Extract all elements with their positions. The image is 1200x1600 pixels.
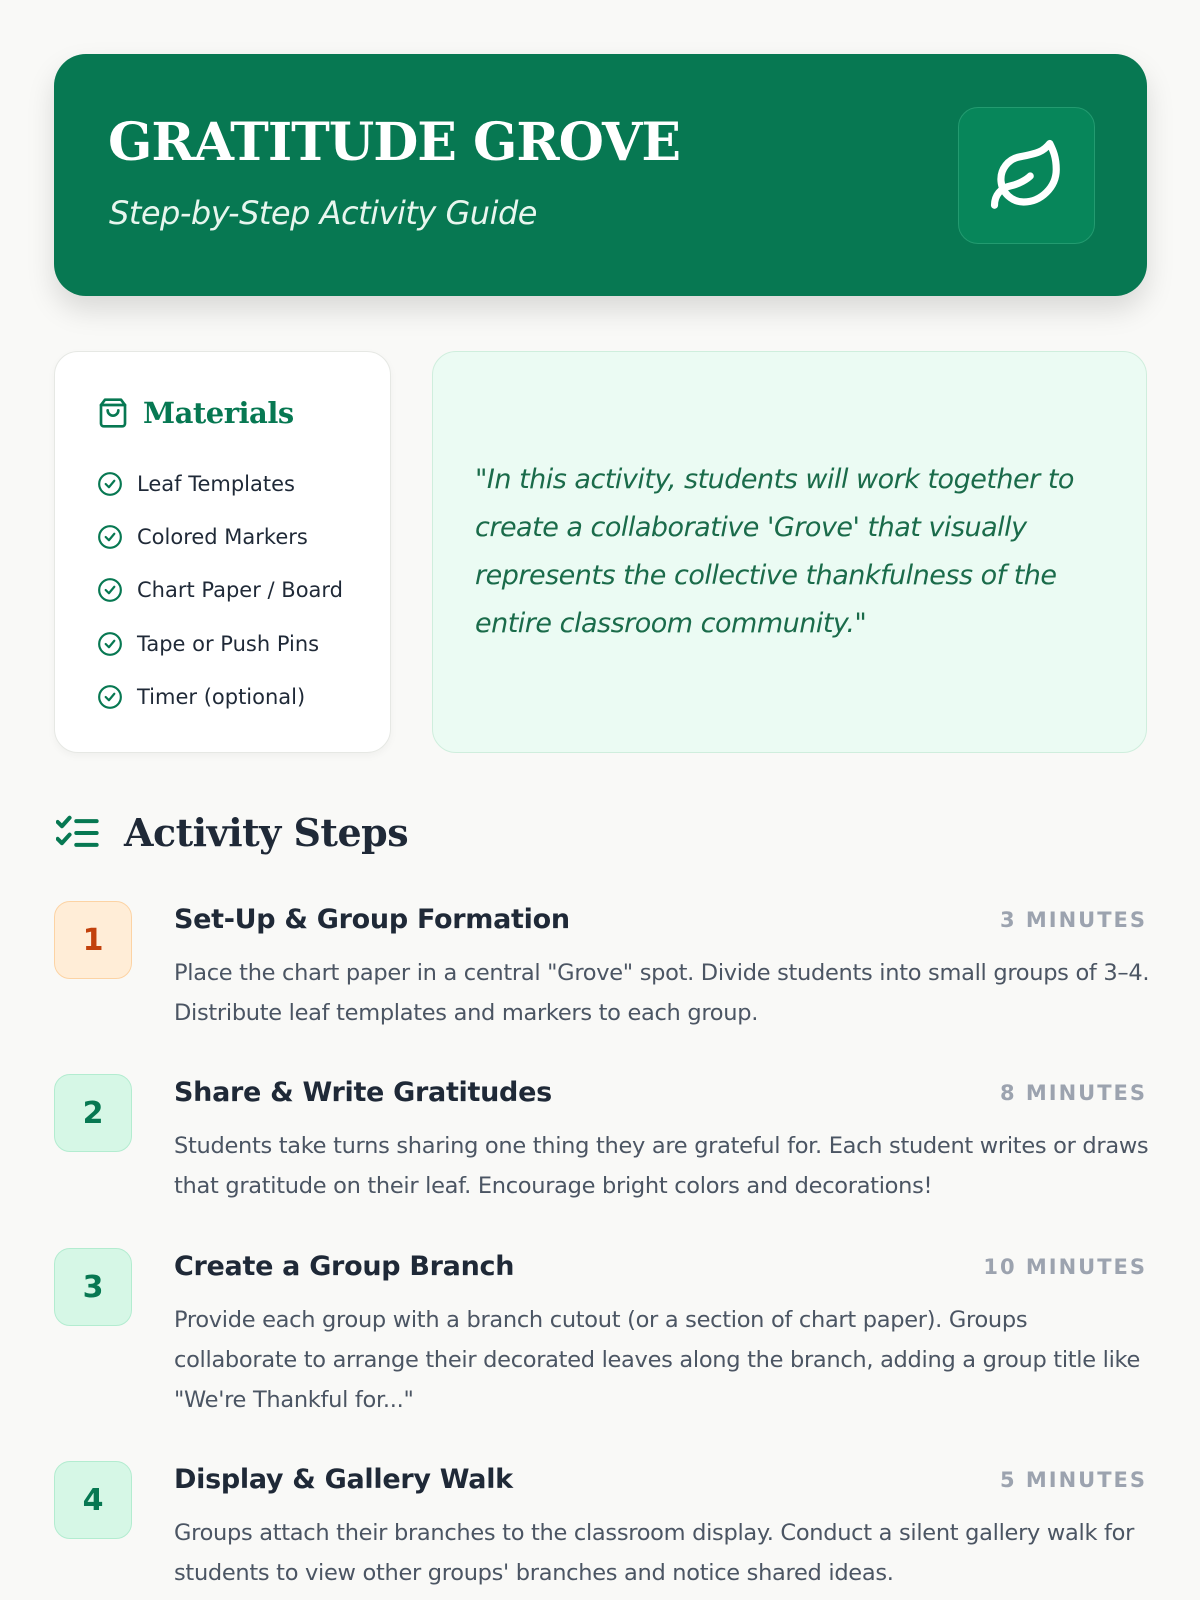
checklist-icon — [56, 814, 100, 852]
materials-header — [97, 396, 294, 430]
step-number-badge: 2 — [54, 1074, 132, 1152]
step-duration: 3 MINUTES — [999, 908, 1147, 932]
check-circle-icon — [97, 684, 123, 710]
material-label: Colored Markers — [137, 524, 308, 549]
intro-quote-card — [432, 351, 1147, 753]
step-number-badge: 3 — [54, 1248, 132, 1326]
check-circle-icon — [97, 577, 123, 603]
check-circle-icon — [97, 471, 123, 497]
materials-list — [97, 457, 343, 723]
step-description: Groups attach their branches to the classroom display. Conduct a silent gallery walk for students to view other groups' branches and notice shared ideas. — [174, 1520, 1135, 1586]
material-label: Timer (optional) — [137, 684, 306, 709]
header-banner — [54, 54, 1147, 296]
materials-title: Materials — [143, 396, 294, 430]
list-item — [97, 457, 343, 510]
material-label: Leaf Templates — [137, 471, 295, 496]
page-title: GRATITUDE GROVE — [108, 112, 681, 173]
check-circle-icon — [97, 524, 123, 550]
step-description: Students take turns sharing one thing they are grateful for. Each student writes or draws that gratitude on their leaf. Encourage bright colors and decorations! — [174, 1133, 1149, 1199]
bag-icon — [97, 397, 129, 429]
list-item — [97, 670, 343, 723]
material-label: Tape or Push Pins — [137, 631, 320, 656]
step-number-badge: 1 — [54, 901, 132, 979]
leaf-icon-box — [958, 107, 1095, 244]
material-label: Chart Paper / Board — [137, 578, 344, 603]
step-title: Share & Write Gratitudes — [174, 1077, 552, 1108]
list-item — [97, 617, 343, 670]
step-title: Create a Group Branch — [174, 1251, 515, 1282]
activity-steps-title: Activity Steps — [124, 810, 409, 855]
step-duration: 8 MINUTES — [999, 1081, 1147, 1105]
step-description: Provide each group with a branch cutout (or a section of chart paper). Groups collaborate to arrange their decorated leaves along the branch, adding a group title like "We're Thankful for..." — [174, 1307, 1141, 1413]
check-circle-icon — [97, 631, 123, 657]
list-item — [97, 510, 343, 563]
step-title: Set-Up & Group Formation — [174, 904, 570, 935]
step-duration: 5 MINUTES — [999, 1468, 1147, 1492]
activity-steps-header — [56, 810, 408, 855]
step-number-badge: 4 — [54, 1461, 132, 1539]
step-title: Display & Gallery Walk — [174, 1464, 513, 1495]
list-item — [97, 564, 343, 617]
materials-card — [54, 351, 391, 753]
step-description: Place the chart paper in a central "Grove" spot. Divide students into small groups of 3–4. Distribute leaf templates and markers to each group. — [174, 960, 1150, 1026]
leaf-icon — [988, 137, 1066, 215]
intro-quote-text: "In this activity, students will work together to create a collaborative 'Grove' that visually represents the collective thankfulness of the entire classroom community." — [475, 464, 1074, 639]
step-duration: 10 MINUTES — [983, 1255, 1147, 1279]
page-subtitle: Step-by-Step Activity Guide — [109, 194, 537, 232]
